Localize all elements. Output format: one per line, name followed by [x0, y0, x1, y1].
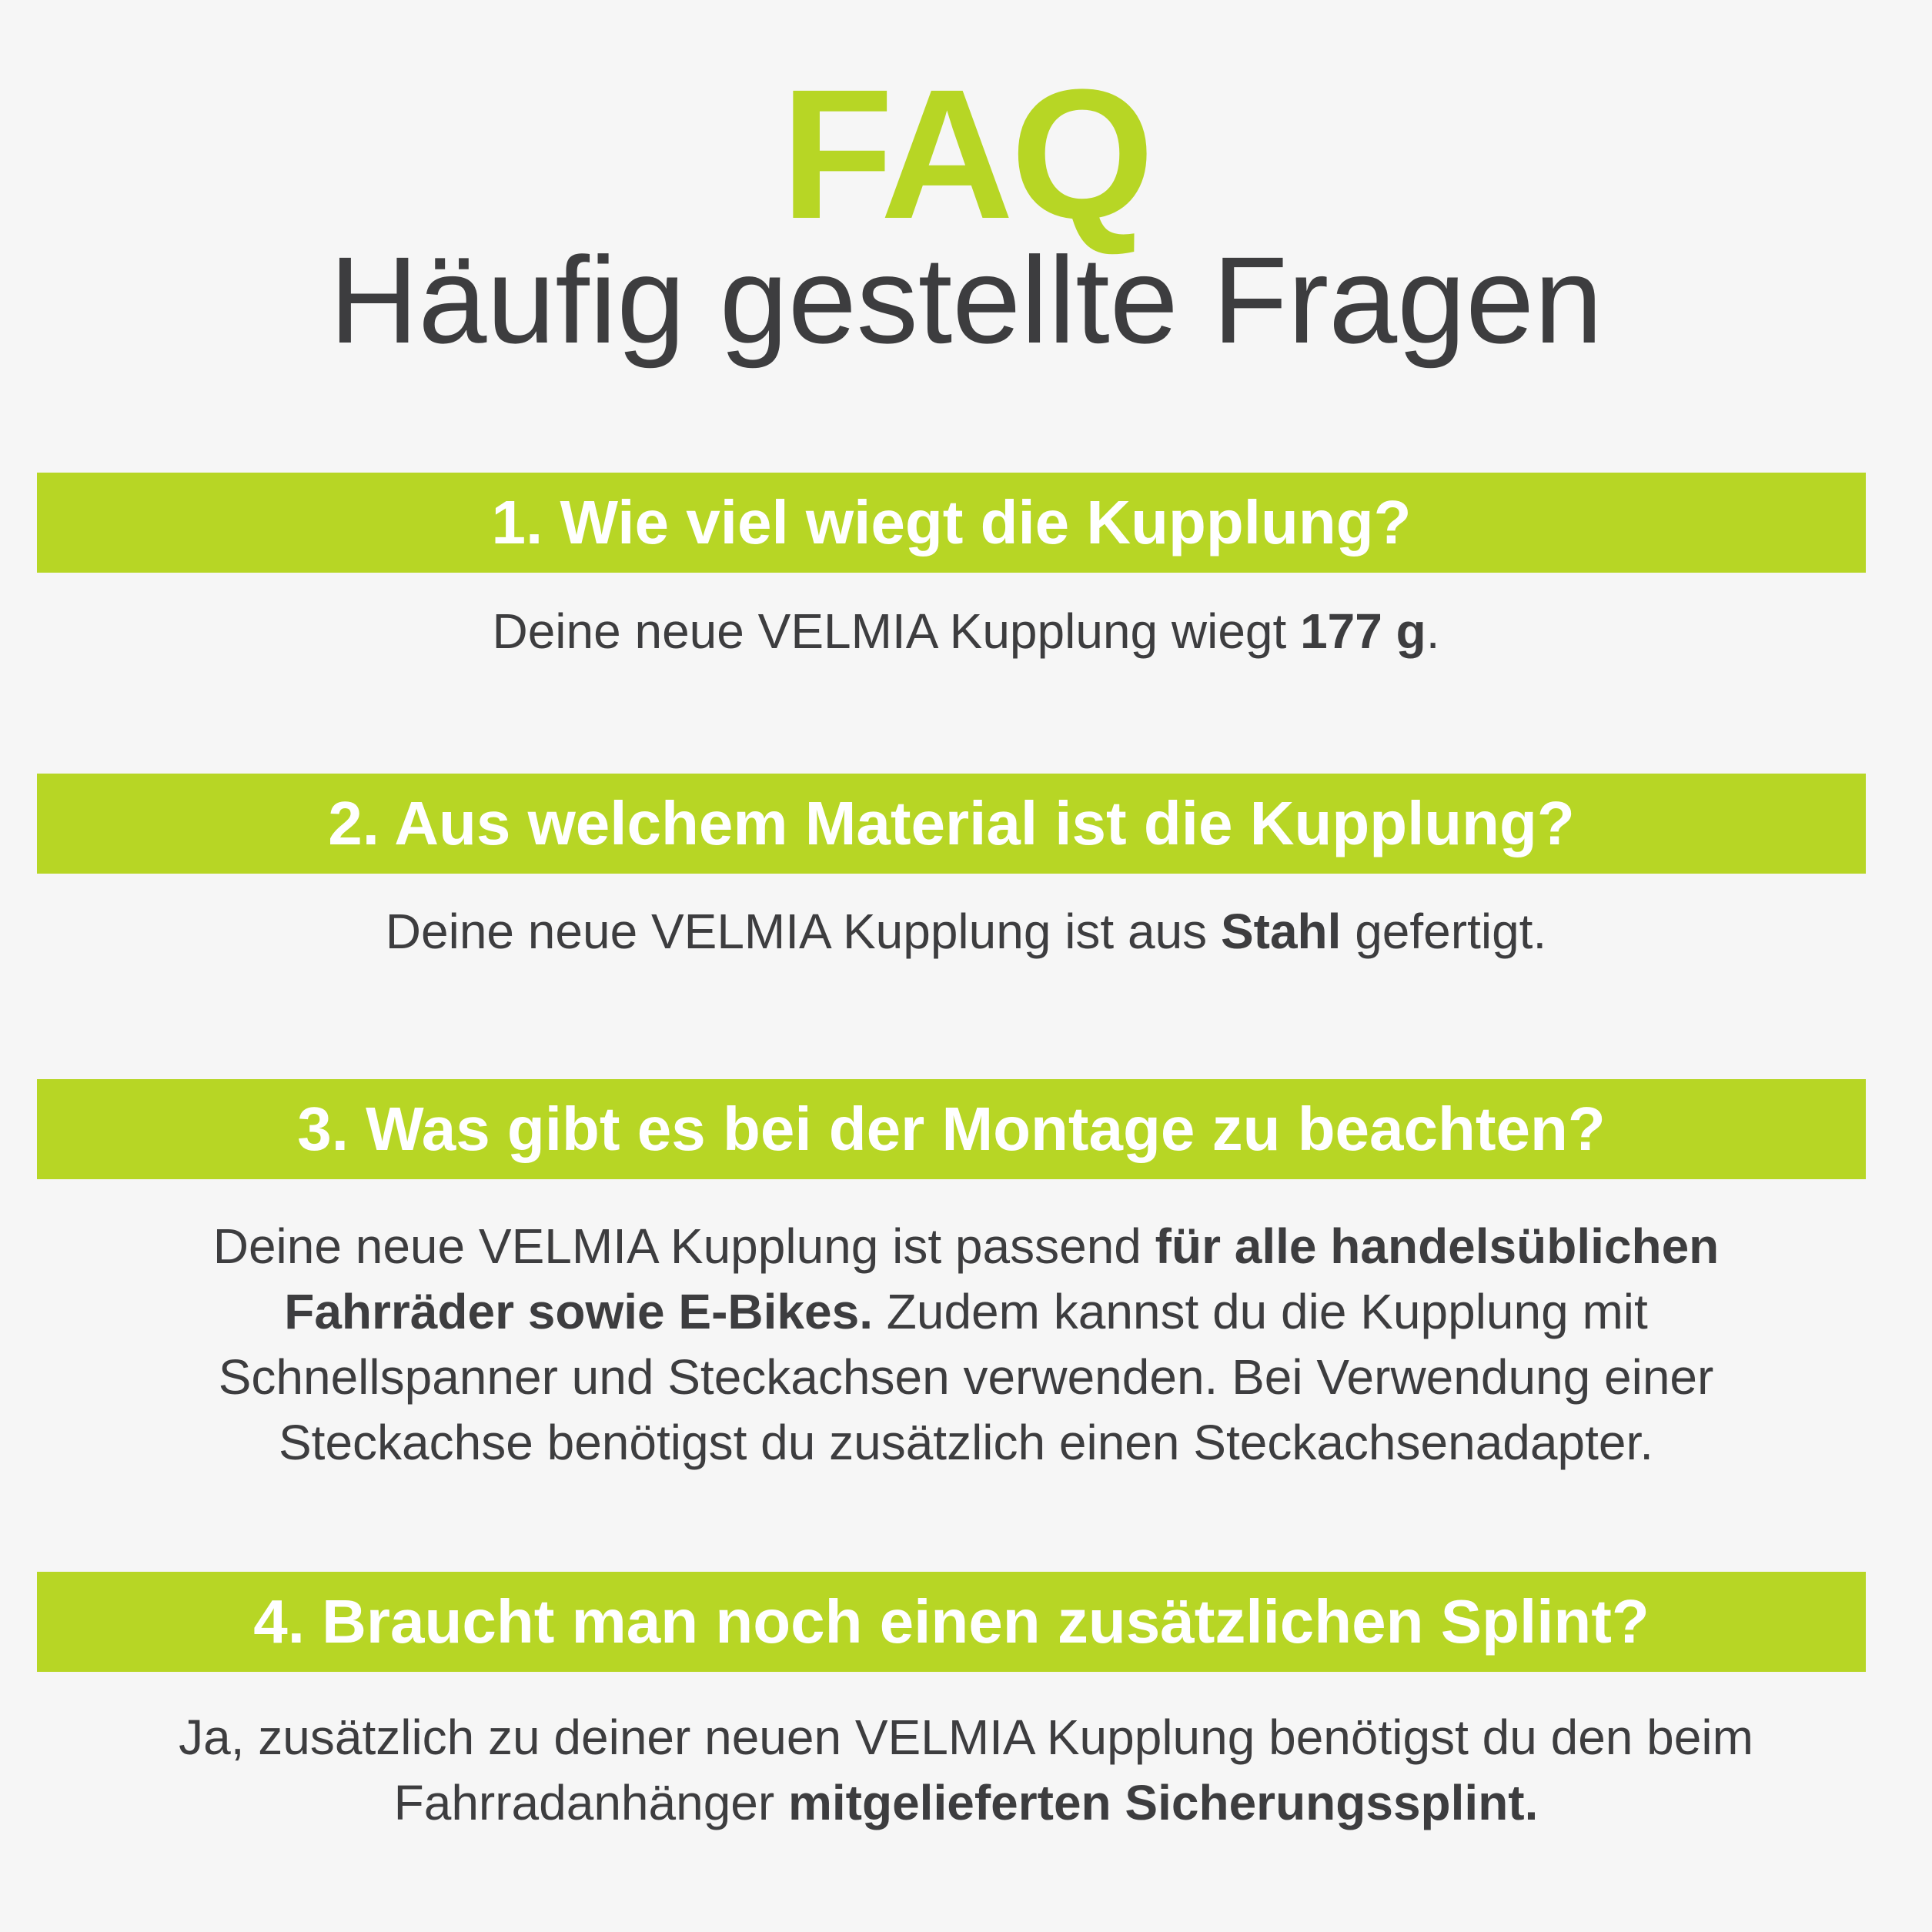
faq-answer-3-part-3: Zudem kannst du die Kupplung mit Schnellspanner und Steckachsen verwenden. Bei Verwendung einer Steckachse benötigst du zusätzlich einen Steckachsenadapter.: [218, 1284, 1714, 1470]
faq-answer-1-part-2: 177 g: [1300, 603, 1426, 659]
faq-title: FAQ: [780, 51, 1152, 257]
faq-question-4: 4. Braucht man noch einen zusätzlichen Splint?: [253, 1587, 1650, 1656]
faq-question-bar-1: [37, 473, 1866, 573]
faq-question-3: 3. Was gibt es bei der Montage zu beachten?: [297, 1095, 1606, 1163]
faq-answer-4: [77, 1705, 1855, 1836]
faq-question-1: 1. Wie viel wiegt die Kupplung?: [491, 488, 1412, 557]
faq-answer-1-part-1: Deine neue VELMIA Kupplung wiegt: [492, 603, 1301, 659]
faq-question-bar-2: [37, 774, 1866, 874]
faq-answer-4-part-1: Ja, zusätzlich zu deiner neuen VELMIA Kupplung benötigst du den beim Fahrradanhänger: [179, 1710, 1753, 1830]
faq-answer-2-part-3: gefertigt.: [1341, 904, 1547, 959]
faq-question-bar-4: [37, 1572, 1866, 1672]
faq-question-bar-3: [37, 1079, 1866, 1179]
faq-answer-3-part-2: für alle handelsüblichen Fahrräder sowie E-Bikes.: [284, 1218, 1720, 1339]
faq-answer-2-part-2: Stahl: [1220, 904, 1342, 959]
faq-answer-4-part-2: mitgelieferten Sicherungssplint.: [787, 1775, 1539, 1830]
faq-answer-2-part-1: Deine neue VELMIA Kupplung ist aus: [385, 904, 1221, 959]
faq-answer-3: [131, 1214, 1801, 1476]
faq-answer-2: [77, 899, 1855, 964]
faq-answer-1-part-3: .: [1426, 603, 1440, 659]
faq-answer-1: [77, 599, 1855, 664]
faq-subtitle: Häufig gestellte Fragen: [329, 231, 1603, 369]
faq-question-2: 2. Aus welchem Material ist die Kupplung?: [328, 789, 1575, 857]
faq-answer-3-part-1: Deine neue VELMIA Kupplung ist passend: [212, 1218, 1155, 1274]
